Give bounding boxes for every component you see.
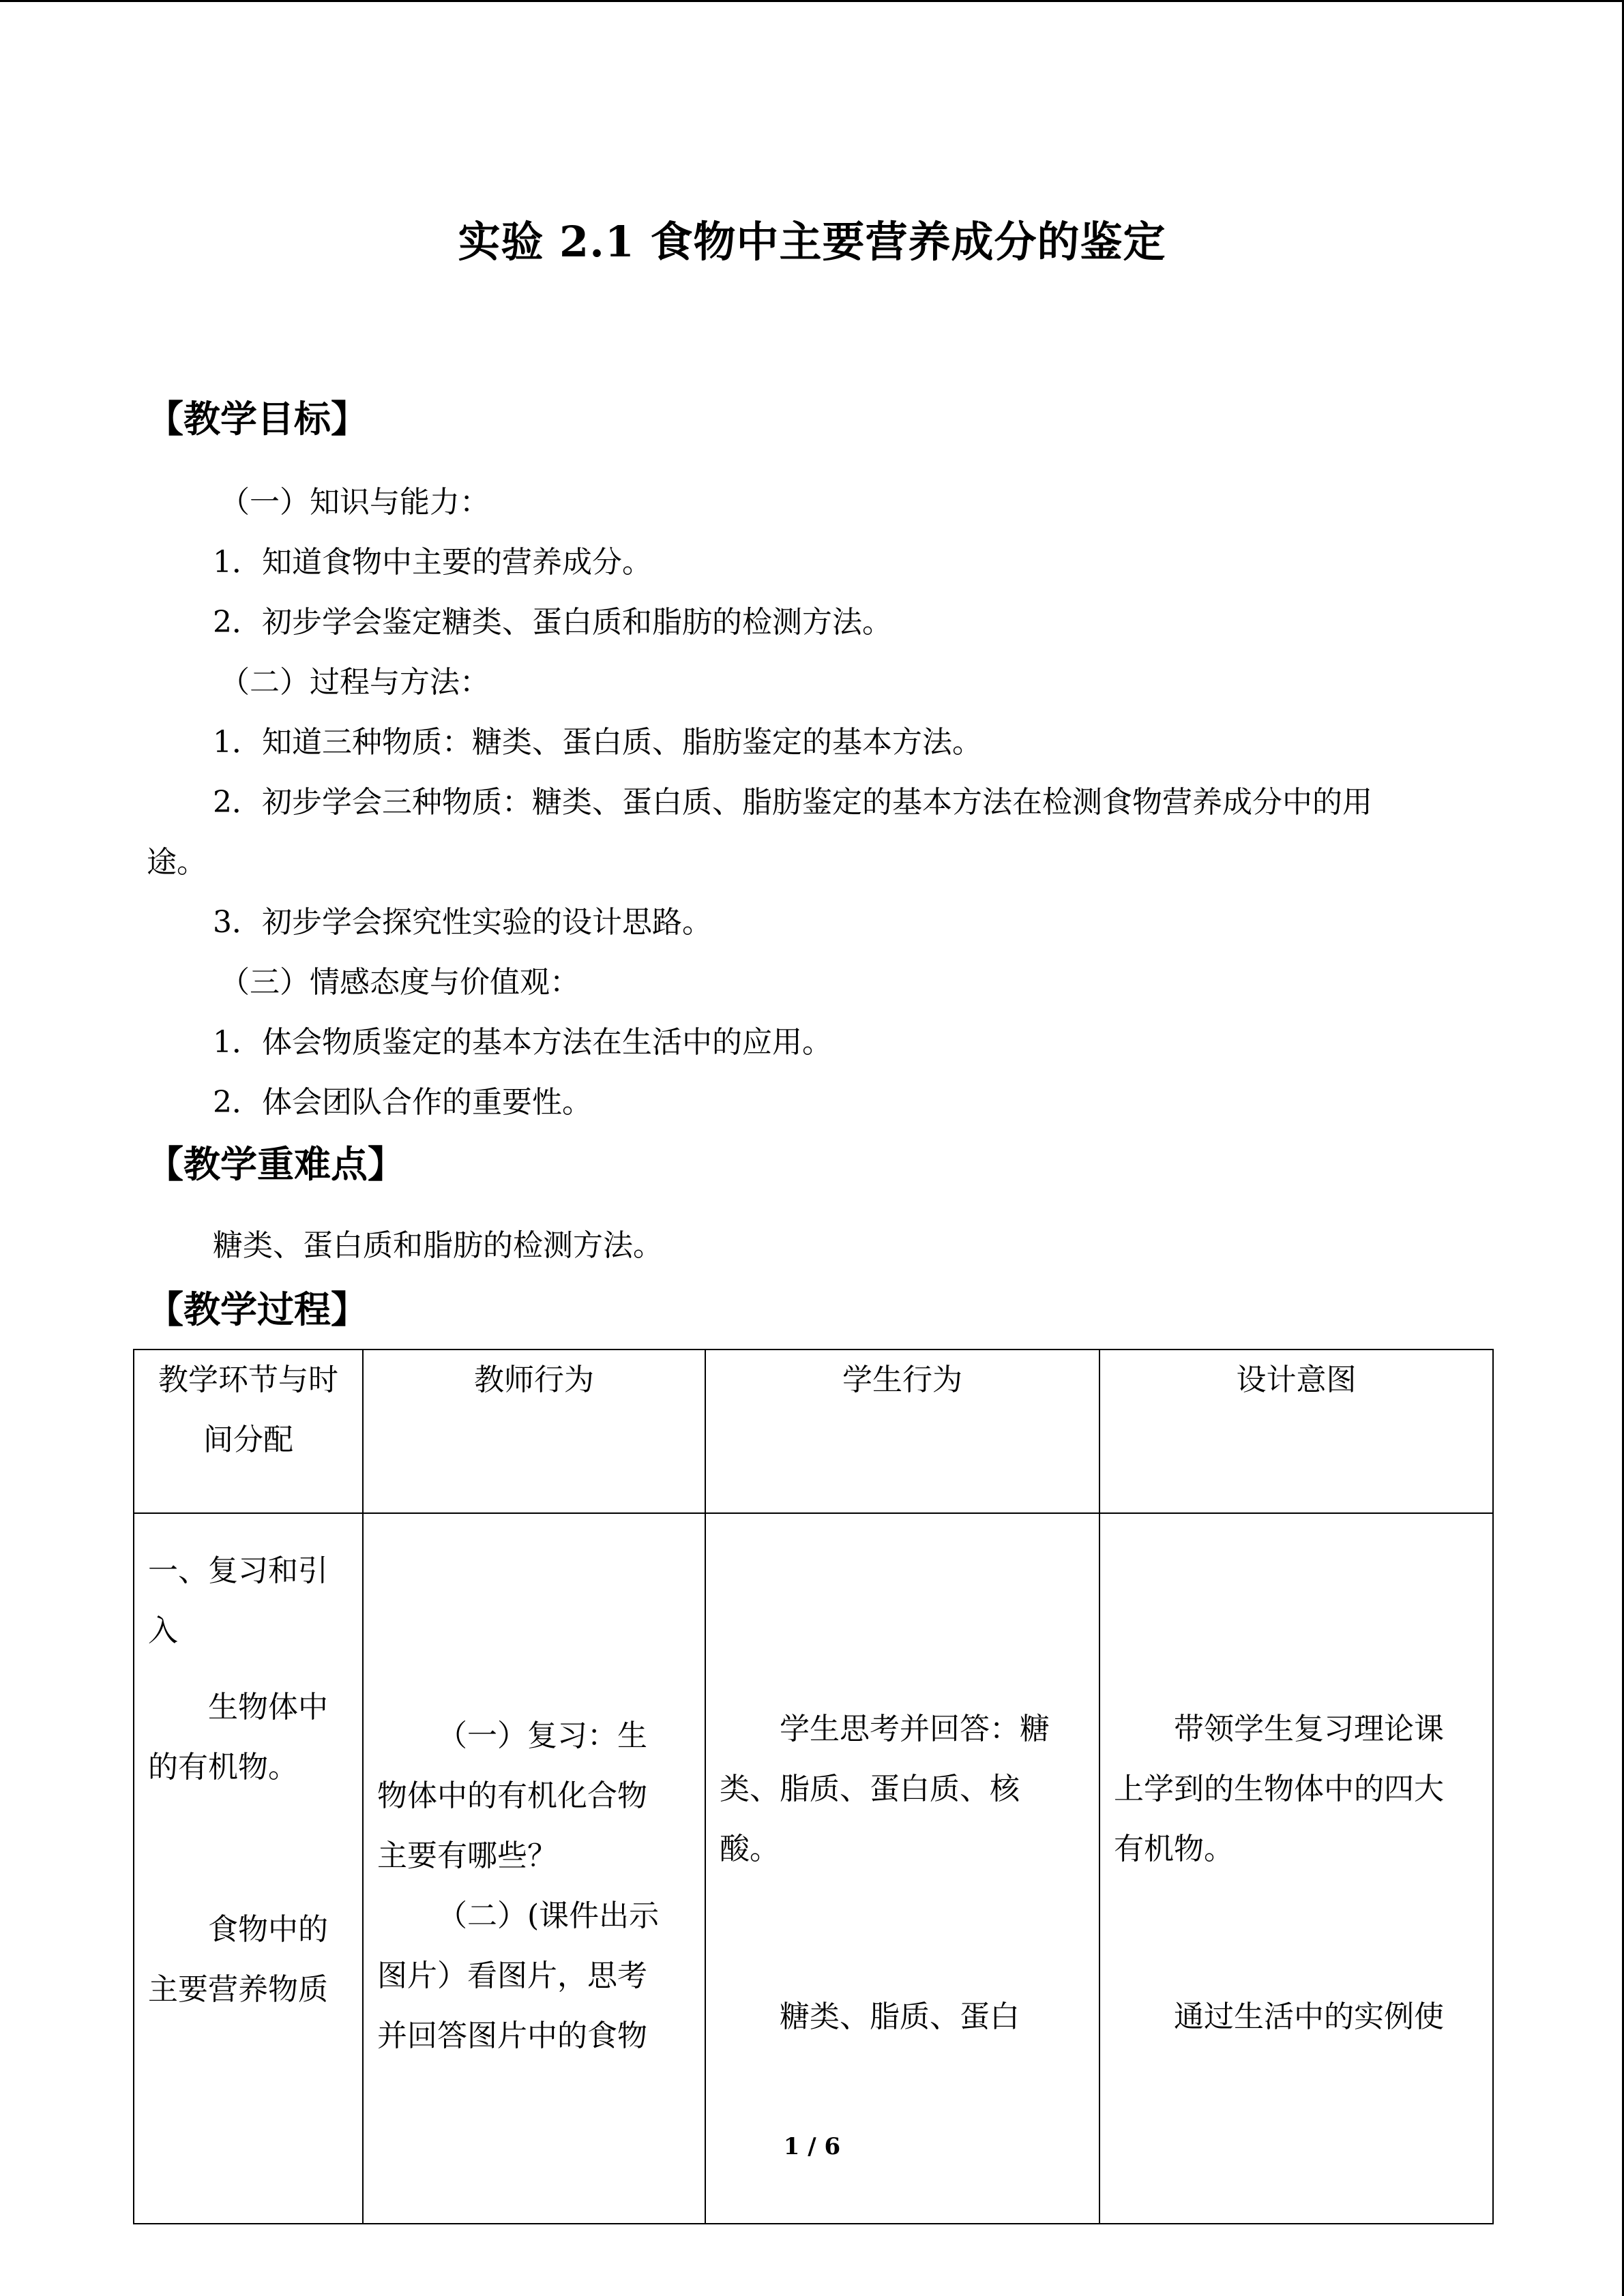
student-line: 糖类、脂质、蛋白 — [780, 1999, 1020, 2034]
stage-title-line: 入 — [148, 1613, 178, 1648]
table-header-row — [134, 1350, 1493, 1513]
intent-line: 有机物。 — [1114, 1832, 1234, 1866]
goals-line: 3．初步学会探究性实验的设计思路。 — [213, 905, 712, 940]
stage-title-line: 一、复习和引 — [148, 1553, 328, 1588]
intent-cell — [1099, 1513, 1493, 2224]
page-border-top — [0, 0, 1624, 2]
goals-line: （一）知识与能力： — [220, 485, 490, 520]
page-title: 实验 2.1 食物中主要营养成分的鉴定 — [458, 217, 1166, 267]
header-teacher: 教师行为 — [363, 1350, 705, 1513]
student-line: 学生思考并回答：糖 — [780, 1712, 1050, 1746]
header-stage-line1: 教学环节与时 — [158, 1362, 338, 1397]
goals-line: 1．知道三种物质：糖类、蛋白质、脂肪鉴定的基本方法。 — [213, 725, 982, 760]
teacher-line: （一）复习：生 — [437, 1718, 647, 1753]
stage-sub-line: 的有机物。 — [148, 1750, 298, 1785]
goals-line: 2．初步学会鉴定糖类、蛋白质和脂肪的检测方法。 — [213, 605, 892, 640]
intent-line: 上学到的生物体中的四大 — [1114, 1772, 1444, 1806]
goals-line: 途。 — [147, 845, 207, 880]
teacher-line: 主要有哪些？ — [377, 1838, 557, 1873]
student-line: 类、脂质、蛋白质、核 — [720, 1772, 1020, 1806]
stage-sub-line: 主要营养物质 — [148, 1972, 328, 2007]
teacher-line: 并回答图片中的食物 — [377, 2018, 647, 2053]
stage-cell — [134, 1513, 363, 2224]
heading-key-points: 【教学重难点】 — [147, 1142, 404, 1186]
goals-line: 2．初步学会三种物质：糖类、蛋白质、脂肪鉴定的基本方法在检测食物营养成分中的用 — [213, 785, 1372, 820]
teacher-line: （二）(课件出示 — [437, 1898, 660, 1933]
goals-line: 1．知道食物中主要的营养成分。 — [213, 545, 652, 580]
intent-line: 通过生活中的实例使 — [1174, 1999, 1444, 2034]
teaching-process-table — [133, 1349, 1494, 2224]
header-intent: 设计意图 — [1099, 1350, 1493, 1513]
stage-sub-line: 食物中的 — [208, 1912, 328, 1947]
heading-process: 【教学过程】 — [147, 1287, 368, 1331]
goals-line: 2．体会团队合作的重要性。 — [213, 1085, 592, 1120]
intent-line: 带领学生复习理论课 — [1174, 1712, 1444, 1746]
student-line: 酸。 — [720, 1832, 780, 1866]
goals-line: 1．体会物质鉴定的基本方法在生活中的应用。 — [213, 1025, 832, 1060]
page-number: 1 / 6 — [783, 2133, 841, 2160]
header-stage — [134, 1350, 363, 1513]
header-stage-line2: 间分配 — [203, 1422, 293, 1457]
student-cell — [705, 1513, 1099, 2224]
teacher-line: 物体中的有机化合物 — [377, 1778, 647, 1813]
teacher-line: 图片）看图片，思考 — [377, 1958, 647, 1993]
goals-line: （三）情感态度与价值观： — [220, 965, 580, 1000]
table-row — [134, 1513, 1493, 2224]
key-points-text: 糖类、蛋白质和脂肪的检测方法。 — [213, 1228, 663, 1263]
header-student: 学生行为 — [705, 1350, 1099, 1513]
goals-line: （二）过程与方法： — [220, 665, 490, 700]
teacher-cell — [363, 1513, 705, 2224]
stage-sub-line: 生物体中 — [208, 1690, 328, 1725]
heading-goals: 【教学目标】 — [147, 397, 368, 441]
